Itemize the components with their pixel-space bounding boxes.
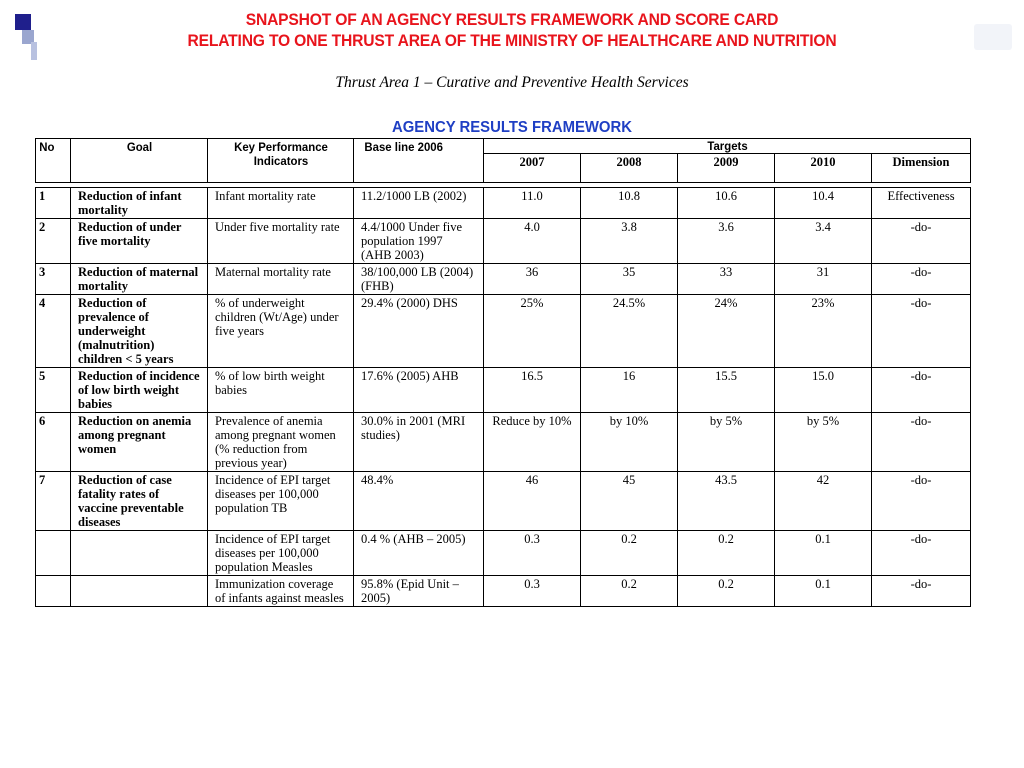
table-row bbox=[36, 219, 971, 264]
row-goal: Reduction of case fatality rates of vaccine preventable diseases bbox=[71, 472, 208, 531]
row-target-2008: 10.8 bbox=[581, 188, 678, 219]
row-dimension: -do- bbox=[872, 368, 971, 413]
slide-bullet-dark-square bbox=[15, 14, 31, 30]
header-year-2007: 2007 bbox=[484, 154, 581, 183]
row-baseline: 30.0% in 2001 (MRI studies) bbox=[354, 413, 484, 472]
row-target-2007: 36 bbox=[484, 264, 581, 295]
row-baseline: 48.4% bbox=[354, 472, 484, 531]
row-baseline: 0.4 % (AHB – 2005) bbox=[354, 531, 484, 576]
row-target-2008: 35 bbox=[581, 264, 678, 295]
row-kpi: Incidence of EPI target diseases per 100,000 population Measles bbox=[208, 531, 354, 576]
row-goal: Reduction of maternal mortality bbox=[71, 264, 208, 295]
row-dimension: -do- bbox=[872, 413, 971, 472]
header-year-2009: 2009 bbox=[678, 154, 775, 183]
slide-bullet-light-bar bbox=[31, 42, 37, 60]
row-goal bbox=[71, 576, 208, 607]
row-target-2009: 0.2 bbox=[678, 576, 775, 607]
row-target-2008: 45 bbox=[581, 472, 678, 531]
row-target-2007: 11.0 bbox=[484, 188, 581, 219]
row-goal: Reduction of under five mortality bbox=[71, 219, 208, 264]
header-dimension: Dimension bbox=[872, 154, 971, 183]
results-framework-table bbox=[35, 138, 971, 607]
row-target-2008: 0.2 bbox=[581, 531, 678, 576]
row-baseline: 4.4/1000 Under five population 1997 (AHB 2003) bbox=[354, 219, 484, 264]
row-goal: Reduction of infant mortality bbox=[71, 188, 208, 219]
title-line-1: SNAPSHOT OF AN AGENCY RESULTS FRAMEWORK AND SCORE CARD bbox=[245, 10, 779, 29]
row-dimension: -do- bbox=[872, 219, 971, 264]
row-dimension: -do- bbox=[872, 472, 971, 531]
row-kpi: Prevalence of anemia among pregnant women (% reduction from previous year) bbox=[208, 413, 354, 472]
row-no: 2 bbox=[36, 219, 71, 264]
row-target-2010: 0.1 bbox=[775, 576, 872, 607]
row-dimension: -do- bbox=[872, 531, 971, 576]
row-kpi: Under five mortality rate bbox=[208, 219, 354, 264]
section-title: AGENCY RESULTS FRAMEWORK bbox=[391, 119, 632, 136]
row-target-2010: by 5% bbox=[775, 413, 872, 472]
row-target-2010: 0.1 bbox=[775, 531, 872, 576]
table-row bbox=[36, 472, 971, 531]
header-year-2010: 2010 bbox=[775, 154, 872, 183]
row-target-2009: by 5% bbox=[678, 413, 775, 472]
row-kpi: Maternal mortality rate bbox=[208, 264, 354, 295]
row-baseline: 95.8% (Epid Unit – 2005) bbox=[354, 576, 484, 607]
row-baseline: 29.4% (2000) DHS bbox=[354, 295, 484, 368]
row-dimension: -do- bbox=[872, 576, 971, 607]
row-goal bbox=[71, 531, 208, 576]
row-baseline: 11.2/1000 LB (2002) bbox=[354, 188, 484, 219]
row-goal: Reduction on anemia among pregnant women bbox=[71, 413, 208, 472]
table-row bbox=[36, 188, 971, 219]
row-target-2008: by 10% bbox=[581, 413, 678, 472]
row-target-2008: 0.2 bbox=[581, 576, 678, 607]
row-baseline: 38/100,000 LB (2004) (FHB) bbox=[354, 264, 484, 295]
header-targets: Targets bbox=[496, 139, 959, 154]
row-target-2009: 10.6 bbox=[678, 188, 775, 219]
row-target-2010: 31 bbox=[775, 264, 872, 295]
row-target-2007: 46 bbox=[484, 472, 581, 531]
row-target-2007: 4.0 bbox=[484, 219, 581, 264]
row-kpi: Immunization coverage of infants against measles bbox=[208, 576, 354, 607]
table-row bbox=[36, 531, 971, 576]
table-row bbox=[36, 576, 971, 607]
header-year-2008: 2008 bbox=[581, 154, 678, 183]
row-target-2007: Reduce by 10% bbox=[484, 413, 581, 472]
row-kpi: % of low birth weight babies bbox=[208, 368, 354, 413]
row-target-2009: 24% bbox=[678, 295, 775, 368]
row-target-2010: 23% bbox=[775, 295, 872, 368]
row-target-2009: 15.5 bbox=[678, 368, 775, 413]
row-target-2007: 0.3 bbox=[484, 531, 581, 576]
header-no: No bbox=[36, 139, 69, 183]
row-dimension: Effectiveness bbox=[872, 188, 971, 219]
row-dimension: -do- bbox=[872, 295, 971, 368]
row-target-2010: 15.0 bbox=[775, 368, 872, 413]
row-no: 7 bbox=[36, 472, 71, 531]
row-target-2007: 16.5 bbox=[484, 368, 581, 413]
row-goal: Reduction of prevalence of underweight (malnutrition) children < 5 years bbox=[71, 295, 208, 368]
title-line-2: RELATING TO ONE THRUST AREA OF THE MINISTRY OF HEALTHCARE AND NUTRITION bbox=[187, 31, 837, 50]
row-baseline: 17.6% (2005) AHB bbox=[354, 368, 484, 413]
row-target-2008: 24.5% bbox=[581, 295, 678, 368]
row-no bbox=[36, 531, 71, 576]
row-target-2010: 3.4 bbox=[775, 219, 872, 264]
row-target-2010: 10.4 bbox=[775, 188, 872, 219]
row-target-2008: 16 bbox=[581, 368, 678, 413]
row-target-2009: 33 bbox=[678, 264, 775, 295]
row-no: 5 bbox=[36, 368, 71, 413]
table-row bbox=[36, 295, 971, 368]
header-row-1 bbox=[36, 139, 971, 154]
table-row bbox=[36, 413, 971, 472]
row-kpi: % of underweight children (Wt/Age) under five years bbox=[208, 295, 354, 368]
row-goal: Reduction of incidence of low birth weight babies bbox=[71, 368, 208, 413]
row-target-2010: 42 bbox=[775, 472, 872, 531]
row-target-2009: 0.2 bbox=[678, 531, 775, 576]
row-target-2009: 43.5 bbox=[678, 472, 775, 531]
header-kpi: Key Performance Indicators bbox=[211, 139, 350, 183]
row-no: 6 bbox=[36, 413, 71, 472]
row-no: 1 bbox=[36, 188, 71, 219]
row-dimension: -do- bbox=[872, 264, 971, 295]
row-no: 3 bbox=[36, 264, 71, 295]
table-row bbox=[36, 368, 971, 413]
row-kpi: Incidence of EPI target diseases per 100,000 population TB bbox=[208, 472, 354, 531]
thrust-area-subtitle: Thrust Area 1 – Curative and Preventive Health Services bbox=[335, 74, 689, 91]
table-row bbox=[36, 264, 971, 295]
header-baseline: Base line 2006 bbox=[357, 139, 481, 183]
row-target-2007: 0.3 bbox=[484, 576, 581, 607]
row-target-2007: 25% bbox=[484, 295, 581, 368]
row-target-2008: 3.8 bbox=[581, 219, 678, 264]
row-kpi: Infant mortality rate bbox=[208, 188, 354, 219]
header-goal: Goal bbox=[74, 139, 204, 183]
row-no bbox=[36, 576, 71, 607]
row-target-2009: 3.6 bbox=[678, 219, 775, 264]
row-no: 4 bbox=[36, 295, 71, 368]
